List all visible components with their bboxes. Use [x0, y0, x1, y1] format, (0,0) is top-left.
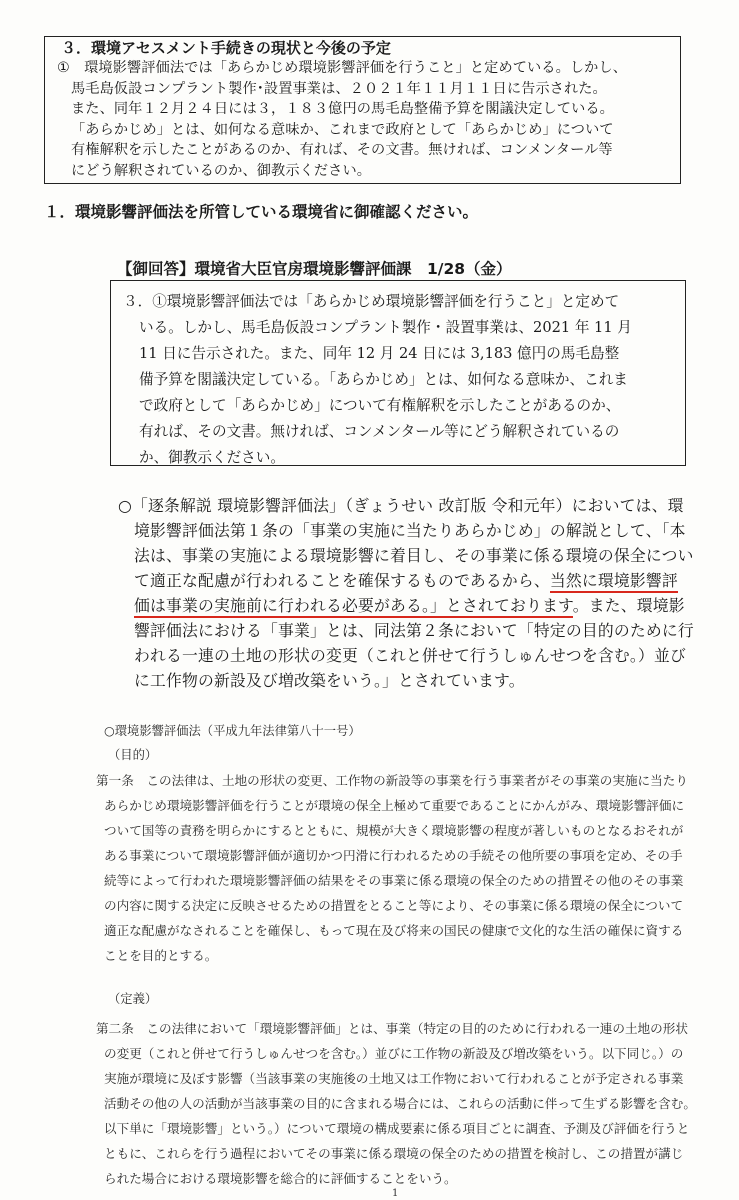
- answer-question-line: 有れば、その文書。無ければ、コンメンタール等にどう解釈されているの: [139, 423, 620, 440]
- article-line: 第二条 この法律において「環境影響評価」とは、事業（特定の目的のために行われる一連の土地の形状: [96, 1021, 688, 1036]
- answer-body: [118, 493, 694, 693]
- article-line: られた場合における環境影響を総合的に評価することをいう。: [104, 1171, 457, 1186]
- answer-body-line: 法は、事業の実施による環境影響に着目し、その事業に係る環境の保全につい: [134, 546, 694, 565]
- article-heading: （定義）: [108, 992, 158, 1006]
- answer-body-line: に工作物の新設及び増改築をいう。」とされています。: [134, 671, 525, 690]
- answer-header: 【御回答】環境省大臣官房環境影響評価課 1/28（金）: [117, 260, 512, 278]
- question-line: ① 環境影響評価法では「あらかじめ環境影響評価を行うこと」と定めている。しかし、: [57, 60, 628, 76]
- answer-question-line: 備予算を閣議決定している。「あらかじめ」とは、如何なる意味か、これま: [139, 371, 628, 388]
- article-line: 活動その他の人の活動が当該事業の目的に含まれる場合には、これらの活動に伴って生ずる影響を含む。: [104, 1096, 696, 1111]
- question-title: ３．環境アセスメント手続きの現状と今後の予定: [61, 39, 391, 57]
- answer-question-line: 11 日に告示された。また、同年 12 月 24 日には 3,183 億円の馬毛島整: [139, 345, 620, 362]
- article-line: ついて国等の責務を明らかにするとともに、規模が大きく環境影響の程度が著しいものとなるおそれが: [104, 823, 684, 838]
- question-box: [44, 36, 681, 184]
- law-excerpt: [96, 720, 696, 1191]
- article-line: 適正な配慮がなされることを確保し、もって現在及び将来の国民の健康で文化的な生活の確保に資する: [104, 923, 684, 938]
- article-line: の変更（これと併せて行うしゅんせつを含む。）並びに工作物の新設及び増改築をいう。以下同じ。）の: [104, 1046, 684, 1061]
- question-line: にどう解釈されているのか、御教示ください。: [71, 162, 372, 179]
- article-line: ことを目的とする。: [104, 948, 218, 963]
- underlined-text: 当然に環境影響評: [550, 571, 678, 593]
- answer-body-text: て適正な配慮が行われることを確保するものであるから、: [134, 571, 550, 590]
- article-heading: （目的）: [108, 748, 158, 762]
- article-line: 続等によって行われた環境影響評価の結果をその事業に係る環境の保全のための措置その他のその事業: [104, 873, 684, 888]
- answer-body-line: 境影響評価法第１条の「事業の実施に当たりあらかじめ」の解説として、「本: [134, 521, 686, 540]
- article-line: ともに、これらを行う過程においてその事業に係る環境の保全のための措置を検討し、この措置が講じ: [104, 1146, 684, 1161]
- answer-body-line: [118, 593, 694, 618]
- request-line: １．環境影響評価法を所管している環境省に御確認ください。: [44, 203, 479, 221]
- answer-question-line: いる。しかし、馬毛島仮設コンプラント製作・設置事業は、2021 年 11 月: [139, 319, 632, 336]
- answer-question-line: か、御教示ください。: [139, 449, 285, 466]
- article-line: 以下単に「環境影響」という。）について環境の構成要素に係る項目ごとに調査、予測及び評価を行うと: [104, 1121, 690, 1136]
- answer-question-box: [110, 280, 686, 466]
- page-number: 1: [392, 1188, 399, 1199]
- article-line: の内容に関する決定に反映させるための措置をとること等により、その事業に係る環境の保全について: [104, 898, 684, 913]
- question-line: 馬毛島仮設コンプラント製作･設置事業は、２０２１年１１月１１日に告示された。: [71, 80, 607, 97]
- question-line: 「あらかじめ」とは、如何なる意味か、これまで政府として「あらかじめ」について: [71, 121, 614, 138]
- article-line: あらかじめ環境影響評価を行うことが環境の保全上極めて重要であることにかんがみ、環境影響評価に: [104, 798, 685, 813]
- article-line: 第一条 この法律は、土地の形状の変更、工作物の新設等の事業を行う事業者がその事業の実施に当たり: [96, 773, 688, 788]
- article-line: 実施が環境に及ぼす影響（当該事業の実施後の土地又は工作物において行われることが予定される事業: [104, 1071, 684, 1086]
- underlined-text: 価は事業の実施前に行われる必要がある。」とされております: [134, 596, 573, 618]
- answer-body-line: ○「逐条解説 環境影響評価法」（ぎょうせい 改訂版 令和元年）においては、環: [118, 496, 684, 515]
- answer-question-line: で政府として「あらかじめ」について有権解釈を示したことがあるのか、: [139, 397, 621, 414]
- article-line: ある事業について環境影響評価が適切かつ円滑に行われるための手続その他所要の事項を定め、その手: [104, 848, 683, 863]
- question-line: 有権解釈を示したことがあるのか、有れば、その文書。無ければ、コンメンタール等: [71, 142, 613, 158]
- answer-body-text: 。また、環境影: [572, 596, 685, 615]
- answer-body-line: [118, 568, 694, 593]
- answer-body-line: 響評価法における「事業」とは、同法第２条において「特定の目的のために行: [134, 621, 694, 640]
- question-line: また、同年１２月２４日には３，１８３億円の馬毛島整備予算を閣議決定している。: [71, 101, 614, 117]
- answer-body-line: われる一連の土地の形状の変更（これと併せて行うしゅんせつを含む。）並び: [134, 646, 686, 665]
- answer-question-line: ３．①環境影響評価法では「あらかじめ環境影響評価を行うこと」と定めて: [123, 293, 620, 310]
- law-title: ○環境影響評価法（平成九年法律第八十一号）: [104, 724, 361, 738]
